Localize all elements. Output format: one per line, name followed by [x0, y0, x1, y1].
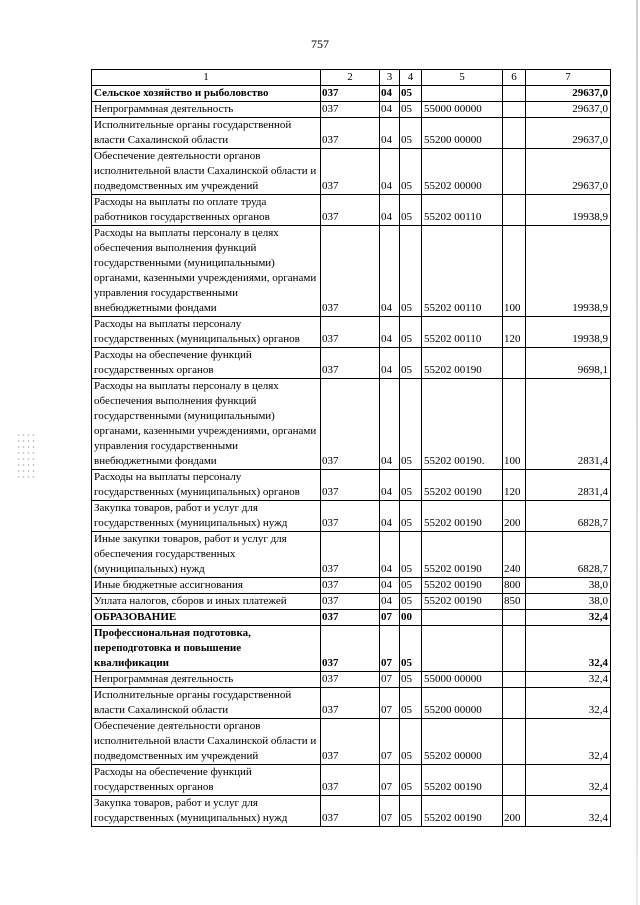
scan-edge: [636, 0, 638, 905]
table-row: [92, 149, 611, 195]
row-subsection: 05: [400, 470, 422, 501]
row-subsection: 05: [400, 688, 422, 719]
table-row: [92, 348, 611, 379]
row-expense-type: 200: [503, 796, 526, 827]
row-subsection: 05: [400, 149, 422, 195]
row-name: Закупка товаров, работ и услуг для государственных (муниципальных) нужд: [92, 796, 321, 827]
table-row: [92, 719, 611, 765]
row-amount: 19938,9: [526, 226, 611, 317]
row-amount: 32,4: [526, 610, 611, 626]
row-admin-code: 037: [321, 626, 380, 672]
row-name: Уплата налогов, сборов и иных платежей: [92, 594, 321, 610]
row-target-article: 55202 00190: [422, 532, 503, 578]
row-section: 07: [380, 672, 400, 688]
row-section: 04: [380, 532, 400, 578]
row-name: Расходы на обеспечение функций государственных органов: [92, 765, 321, 796]
table-row: [92, 796, 611, 827]
row-admin-code: 037: [321, 796, 380, 827]
row-section: 04: [380, 149, 400, 195]
row-expense-type: [503, 86, 526, 102]
row-amount: 29637,0: [526, 118, 611, 149]
row-amount: 32,4: [526, 719, 611, 765]
row-section: 04: [380, 118, 400, 149]
table-row: [92, 102, 611, 118]
table-row: [92, 672, 611, 688]
row-admin-code: 037: [321, 149, 380, 195]
scan-speckle: [16, 432, 36, 478]
row-target-article: 55200 00000: [422, 688, 503, 719]
row-admin-code: 037: [321, 226, 380, 317]
row-name: Расходы на выплаты персоналу государственных (муниципальных) органов: [92, 470, 321, 501]
row-expense-type: [503, 626, 526, 672]
row-name: Исполнительные органы государственной власти Сахалинской области: [92, 688, 321, 719]
row-amount: 32,4: [526, 796, 611, 827]
column-header: 4: [400, 70, 422, 86]
row-amount: 6828,7: [526, 501, 611, 532]
row-expense-type: [503, 149, 526, 195]
row-target-article: [422, 610, 503, 626]
row-admin-code: 037: [321, 348, 380, 379]
row-expense-type: 850: [503, 594, 526, 610]
table-row: [92, 86, 611, 102]
row-name: Расходы на выплаты персоналу государственных (муниципальных) органов: [92, 317, 321, 348]
row-expense-type: [503, 610, 526, 626]
row-target-article: 55202 00190: [422, 578, 503, 594]
row-name: Сельское хозяйство и рыболовство: [92, 86, 321, 102]
row-section: 07: [380, 765, 400, 796]
row-section: 04: [380, 86, 400, 102]
row-name: Непрограммная деятельность: [92, 672, 321, 688]
table-row: [92, 118, 611, 149]
row-subsection: 05: [400, 578, 422, 594]
column-header: 1: [92, 70, 321, 86]
row-amount: 32,4: [526, 672, 611, 688]
table-row: [92, 317, 611, 348]
row-subsection: 05: [400, 86, 422, 102]
row-admin-code: 037: [321, 379, 380, 470]
row-admin-code: 037: [321, 118, 380, 149]
row-target-article: 55202 00110: [422, 226, 503, 317]
row-expense-type: [503, 765, 526, 796]
row-target-article: 55202 00000: [422, 149, 503, 195]
row-amount: 32,4: [526, 688, 611, 719]
row-expense-type: [503, 118, 526, 149]
row-subsection: 05: [400, 719, 422, 765]
row-amount: 9698,1: [526, 348, 611, 379]
row-admin-code: 037: [321, 501, 380, 532]
row-admin-code: 037: [321, 688, 380, 719]
row-section: 07: [380, 719, 400, 765]
row-target-article: 55202 00190: [422, 470, 503, 501]
row-name: Расходы на выплаты персоналу в целях обеспечения выполнения функций государственными (муниципальными) органами, казенными учреждениями, органами управления государственными внебюджетными фондами: [92, 379, 321, 470]
row-target-article: 55202 00110: [422, 195, 503, 226]
row-admin-code: 037: [321, 86, 380, 102]
row-admin-code: 037: [321, 610, 380, 626]
row-section: 07: [380, 688, 400, 719]
row-amount: 29637,0: [526, 102, 611, 118]
row-target-article: 55202 00190: [422, 348, 503, 379]
table-row: [92, 379, 611, 470]
row-subsection: 05: [400, 118, 422, 149]
row-amount: 38,0: [526, 578, 611, 594]
column-number-row: [92, 70, 611, 86]
table-row: [92, 501, 611, 532]
row-section: 07: [380, 610, 400, 626]
row-expense-type: 240: [503, 532, 526, 578]
table-body: [92, 86, 611, 827]
row-section: 04: [380, 470, 400, 501]
row-section: 07: [380, 626, 400, 672]
row-section: 07: [380, 796, 400, 827]
row-name: Расходы на обеспечение функций государственных органов: [92, 348, 321, 379]
row-admin-code: 037: [321, 317, 380, 348]
row-amount: 2831,4: [526, 470, 611, 501]
row-name: Иные бюджетные ассигнования: [92, 578, 321, 594]
row-target-article: 55202 00190: [422, 594, 503, 610]
row-name: ОБРАЗОВАНИЕ: [92, 610, 321, 626]
row-target-article: 55202 00190: [422, 765, 503, 796]
row-amount: 32,4: [526, 626, 611, 672]
row-section: 04: [380, 379, 400, 470]
row-expense-type: [503, 719, 526, 765]
row-subsection: 05: [400, 226, 422, 317]
row-target-article: 55202 00190.: [422, 379, 503, 470]
row-amount: 2831,4: [526, 379, 611, 470]
row-subsection: 05: [400, 594, 422, 610]
row-subsection: 05: [400, 626, 422, 672]
page-number: 757: [311, 37, 329, 51]
row-subsection: 05: [400, 379, 422, 470]
row-section: 04: [380, 195, 400, 226]
table-row: [92, 688, 611, 719]
table-row: [92, 610, 611, 626]
row-subsection: 00: [400, 610, 422, 626]
row-target-article: 55202 00190: [422, 796, 503, 827]
row-admin-code: 037: [321, 532, 380, 578]
row-subsection: 05: [400, 765, 422, 796]
row-name: Исполнительные органы государственной власти Сахалинской области: [92, 118, 321, 149]
row-admin-code: 037: [321, 672, 380, 688]
row-expense-type: [503, 348, 526, 379]
column-header: 2: [321, 70, 380, 86]
row-subsection: 05: [400, 672, 422, 688]
table-row: [92, 532, 611, 578]
row-expense-type: 120: [503, 470, 526, 501]
column-header: 5: [422, 70, 503, 86]
row-subsection: 05: [400, 532, 422, 578]
row-admin-code: 037: [321, 195, 380, 226]
row-admin-code: 037: [321, 470, 380, 501]
table-row: [92, 470, 611, 501]
row-expense-type: [503, 672, 526, 688]
row-admin-code: 037: [321, 719, 380, 765]
row-target-article: [422, 626, 503, 672]
table-row: [92, 578, 611, 594]
row-target-article: 55200 00000: [422, 118, 503, 149]
row-amount: 38,0: [526, 594, 611, 610]
table-row: [92, 594, 611, 610]
row-expense-type: 100: [503, 379, 526, 470]
row-amount: 19938,9: [526, 195, 611, 226]
budget-table: [91, 69, 611, 827]
column-header: 3: [380, 70, 400, 86]
row-section: 04: [380, 317, 400, 348]
row-expense-type: 800: [503, 578, 526, 594]
row-expense-type: 100: [503, 226, 526, 317]
row-target-article: 55202 00000: [422, 719, 503, 765]
row-name: Закупка товаров, работ и услуг для государственных (муниципальных) нужд: [92, 501, 321, 532]
row-amount: 19938,9: [526, 317, 611, 348]
table-row: [92, 626, 611, 672]
row-target-article: 55202 00110: [422, 317, 503, 348]
row-admin-code: 037: [321, 765, 380, 796]
row-expense-type: [503, 688, 526, 719]
row-expense-type: [503, 102, 526, 118]
row-target-article: [422, 86, 503, 102]
row-name: Иные закупки товаров, работ и услуг для обеспечения государственных (муниципальных) нужд: [92, 532, 321, 578]
row-section: 04: [380, 501, 400, 532]
row-expense-type: [503, 195, 526, 226]
row-target-article: 55000 00000: [422, 672, 503, 688]
row-name: Непрограммная деятельность: [92, 102, 321, 118]
table-row: [92, 765, 611, 796]
row-section: 04: [380, 578, 400, 594]
table-row: [92, 195, 611, 226]
row-name: Обеспечение деятельности органов исполнительной власти Сахалинской области и подведомственных им учреждений: [92, 149, 321, 195]
row-subsection: 05: [400, 102, 422, 118]
row-subsection: 05: [400, 501, 422, 532]
row-amount: 32,4: [526, 765, 611, 796]
row-section: 04: [380, 348, 400, 379]
row-section: 04: [380, 226, 400, 317]
row-admin-code: 037: [321, 102, 380, 118]
row-section: 04: [380, 594, 400, 610]
row-expense-type: 120: [503, 317, 526, 348]
row-target-article: 55202 00190: [422, 501, 503, 532]
row-target-article: 55000 00000: [422, 102, 503, 118]
row-amount: 29637,0: [526, 86, 611, 102]
row-name: Профессиональная подготовка, переподготовка и повышение квалификации: [92, 626, 321, 672]
table-row: [92, 226, 611, 317]
row-subsection: 05: [400, 348, 422, 379]
row-name: Расходы на выплаты по оплате труда работников государственных органов: [92, 195, 321, 226]
row-admin-code: 037: [321, 578, 380, 594]
row-name: Обеспечение деятельности органов исполнительной власти Сахалинской области и подведомственных им учреждений: [92, 719, 321, 765]
column-header: 6: [503, 70, 526, 86]
row-expense-type: 200: [503, 501, 526, 532]
row-subsection: 05: [400, 796, 422, 827]
row-name: Расходы на выплаты персоналу в целях обеспечения выполнения функций государственными (муниципальными) органами, казенными учреждениями, органами управления государственными внебюджетными фондами: [92, 226, 321, 317]
row-amount: 6828,7: [526, 532, 611, 578]
column-header: 7: [526, 70, 611, 86]
row-section: 04: [380, 102, 400, 118]
row-admin-code: 037: [321, 594, 380, 610]
row-amount: 29637,0: [526, 149, 611, 195]
row-subsection: 05: [400, 195, 422, 226]
row-subsection: 05: [400, 317, 422, 348]
